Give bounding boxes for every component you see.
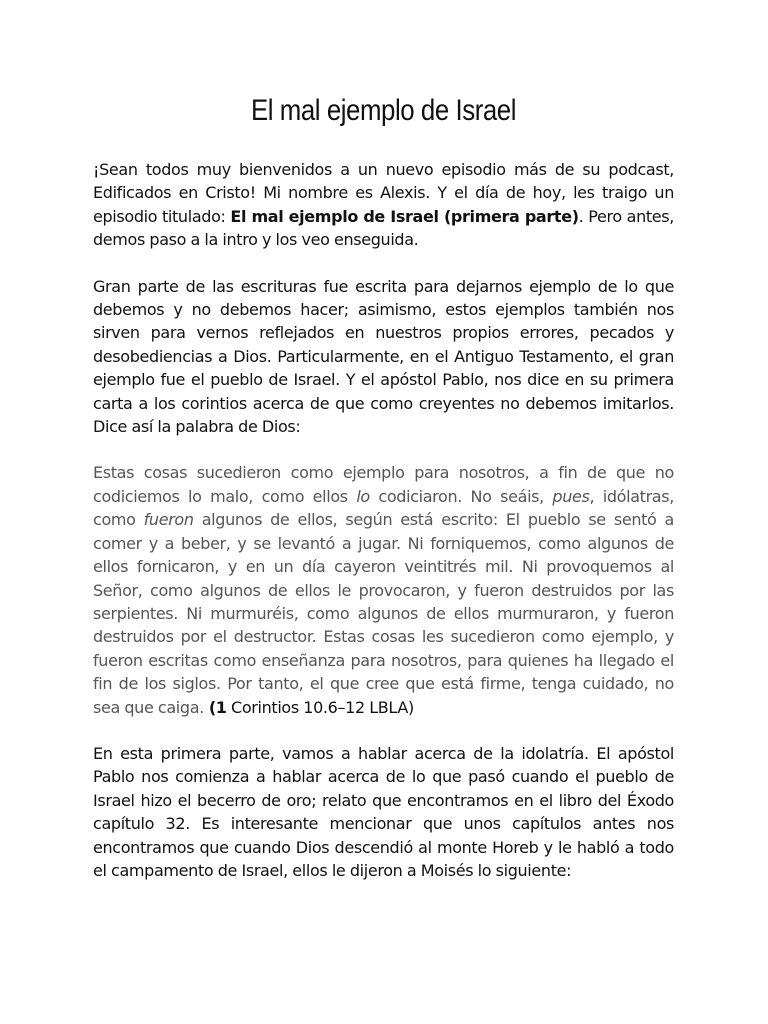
episode-title-bold: El mal ejemplo de Israel (primera parte) [230,206,579,226]
quote-segment-3: , idólatras, como [93,486,674,530]
intro-text-after: . Pero antes, demos paso a la intro y los veo enseguida. [93,206,675,250]
intro-paragraph [93,158,674,252]
quote-segment-1: Estas cosas sucedieron como ejemplo para nosotros, a fin de que no codiciemos lo malo, como ellos [93,463,674,506]
quote-italic-fueron: fueron [143,510,194,530]
quote-italic-lo: lo [356,486,370,506]
quote-segment-4: algunos de ellos, según está escrito: El pueblo se sentó a comer y a beber, y se levantó a jugar. Ni forniquemos, como algunos de ellos fornicaron, y en un día cayeron veintitrés mil. Ni provoquemos al Señor, como algunos de ellos le provocaron, y fueron destruidos por las serpientes. Ni murmuréis, como algunos de ellos murmuraron, y fueron destruidos por el destructor. Estas cosas les sucedieron como ejemplo, y fueron escritas como enseñanza para nosotros, para quienes ha llegado el fin de los siglos. Por tanto, el que cree que está firme, tenga cuidado, no sea que caiga. [93,510,674,717]
intro-text-before: ¡Sean todos muy bienvenidos a un nuevo episodio más de su podcast, Edificados en Cristo! Mi nombre es Alexis. Y el día de hoy, les traigo un episodio titulado: [93,160,674,226]
document-title: El mal ejemplo de Israel [250,94,517,127]
scripture-intro-paragraph: Gran parte de las escrituras fue escrita para dejarnos ejemplo de lo que debemos y no debemos hacer; asimismo, estos ejemplos también nos sirven para vernos reflejados en nuestros propios errores, pecados y desobediencias a Dios. Particularmente, en el Antiguo Testamento, el gran ejemplo fue el pueblo de Israel. Y el apóstol Pablo, nos dice en su primera carta a los corintios acerca de que como creyentes no debemos imitarlos. Dice así la palabra de Dios: [93,276,674,437]
quote-segment-2: codiciaron. No seáis, [369,486,553,506]
idolatry-paragraph: En esta primera parte, vamos a hablar acerca de la idolatría. El apóstol Pablo nos comienza a hablar acerca de lo que pasó cuando el pueblo de Israel hizo el becerro de oro; relato que encontramos en el libro del Éxodo capítulo 32. Es interesante mencionar que unos capítulos antes nos encontramos que cuando Dios descendió al monte Horeb y le habló a todo el campamento de Israel, ellos le dijeron a Moisés lo siguiente: [93,743,674,880]
scripture-quote [93,461,674,718]
quote-reference: Corintios 10.6–12 LBLA) [226,697,414,717]
quote-italic-pues: pues [552,486,590,506]
document-page [93,0,674,882]
quote-reference-bold: (1 [203,697,227,717]
